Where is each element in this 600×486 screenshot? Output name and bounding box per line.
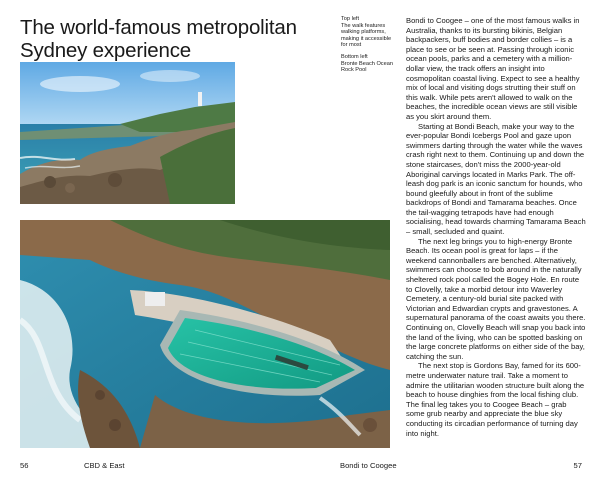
caption-bottom [341, 54, 399, 74]
chapter-label: Bondi to Coogee [340, 461, 397, 470]
caption-position: Top left [341, 16, 360, 22]
caption-text: Bronte Beach Ocean Rock Pool [341, 60, 393, 74]
body-paragraph: The next stop is Gordons Bay, famed for its 600-metre underwater nature trail. Take a moment to admire the utilitarian wooden structure built along the beach to house dinghies from the local fishing club. The final leg takes you to Coogee Beach – grab some grub nearby and appreciate the blue sky conducting its circadian performance of turning day into night. [406, 361, 585, 438]
page-headline: The world-famous metropolitan Sydney experience [20, 16, 297, 62]
page-number-left: 56 [20, 461, 29, 470]
article-body [406, 16, 586, 438]
body-paragraph: Starting at Bondi Beach, make your way to the ever-popular Bondi Icebergs Pool and gaze upon swimmers darting through the water while the waves crash right next to them. Continuing up and down the stone staircases, don't miss the 2000-year-old Aboriginal carvings located in Marks Park. The off-leash dog park is an iconic sanctum for hounds, who bound gleefully about in front of the sublime backdrops of Bondi and Tamarama beaches. Once the tail-wagging tetrapods have had enough socialising, head towards charming Tamarama Beach – small, secluded and quaint. [406, 121, 586, 237]
caption-position: Bottom left [341, 53, 368, 60]
caption-top [341, 16, 399, 49]
body-paragraph: Bondi to Coogee – one of the most famous walks in Australia, thanks to its bursting bikinis, Belgian backpackers, buff bodies and border collies – is a place to see or be seen at. Passing through iconic ocean pools, parks and a cemetery with a million-dollar view, the track offers an insight into cosmopolitan coastal living. Expect to see a healthy mix of local and visiting dogs strutting their stuff on this walk. While pets aren't allowed to walk on the beaches, the incredible ocean views are still visible as you skirt around them. [406, 16, 580, 121]
ocean-rock-pool-photo [20, 220, 390, 448]
page-number-right: 57 [573, 461, 582, 470]
photo-captions [341, 16, 399, 79]
body-paragraph: The next leg brings you to high-energy Bronte Beach. Its ocean pool is great for laps – if the weekend cannonballers are benched. Alternatively, swimmers can choose to bob around in the naturally sheltered rock pool called the Bogey Hole. En route to Clovelly, take a morbid detour into Waverley Cemetery, a century-old burial site packed with Victorian and Edwardian crypts and gravestones. A supernatural panorama of the coast awaits you there. Continuing on, Clovelly Beach will snap you back into the land of the living, who can be spotted basking on the large concrete platforms on either side of the bay, catching the sun. [406, 236, 586, 361]
coastal-walk-photo [20, 62, 235, 204]
caption-text: The walk features walking platforms, making it accessible for most [341, 22, 392, 49]
section-label: CBD & East [84, 461, 125, 470]
